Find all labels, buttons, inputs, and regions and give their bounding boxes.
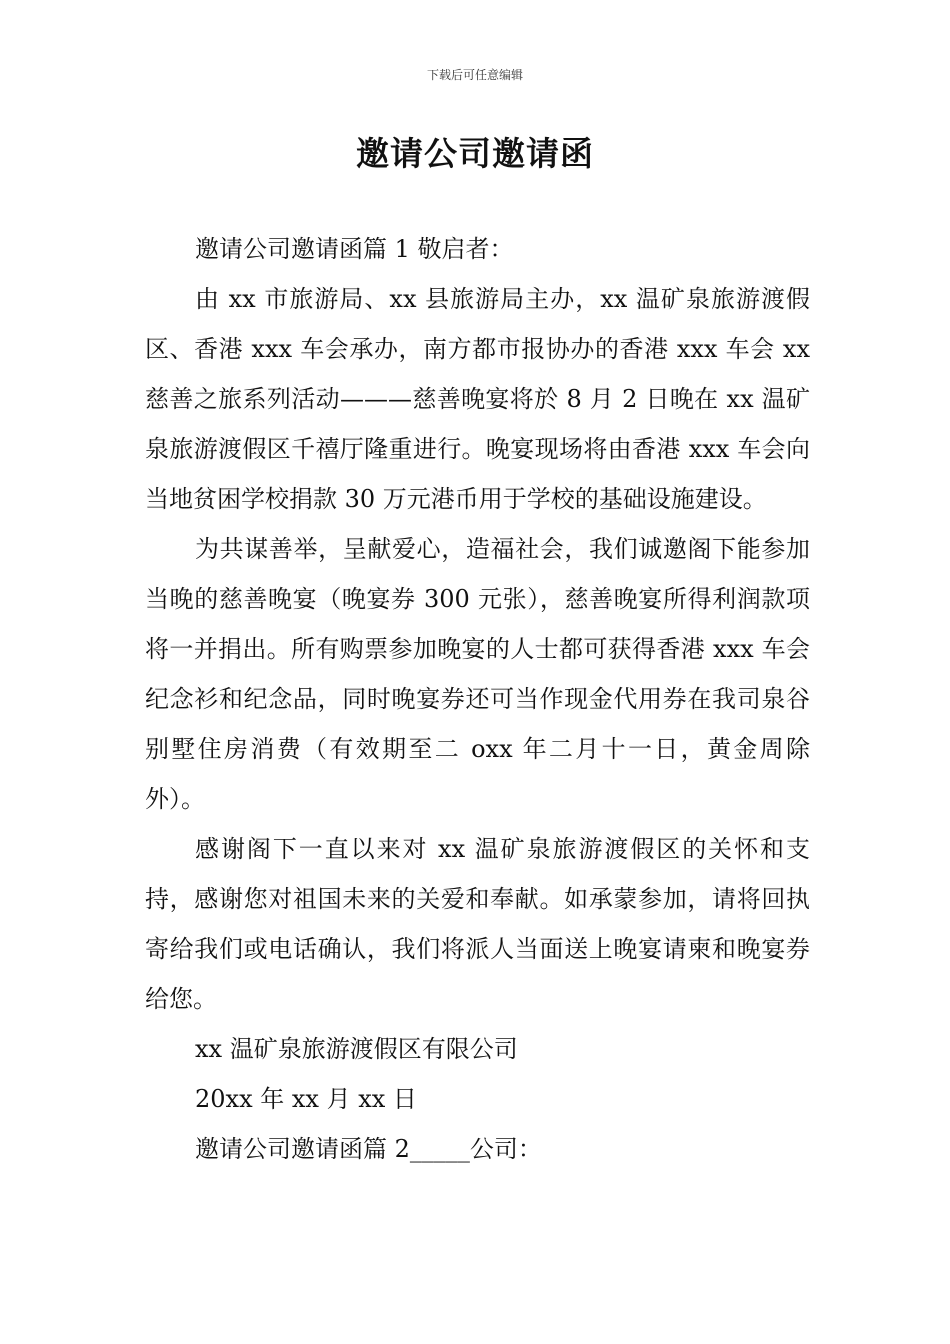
signature-date: 20xx 年 xx 月 xx 日 — [195, 1085, 417, 1113]
next-section-heading: 邀请公司邀请函篇 2_____公司： — [195, 1135, 542, 1163]
header-note: 下载后可任意编辑 — [426, 68, 523, 82]
event-paragraph: 由 xx 市旅游局、xx 县旅游局主办，xx 温矿泉旅游渡假区、香港 xxx 车会承办，南方都市报协办的香港 xxx 车会 xx 慈善之旅系列活动———慈善晚宴将於 8 月 2 日晚在 xx 温矿泉旅游渡假区千禧厅隆重进行。晚宴现场将由香港 xxx 车会向当地贫困学校捐款 30 万元港币用于学校的基础设施建设。 — [145, 285, 810, 513]
salutation-paragraph: 邀请公司邀请函篇 1 敬启者： — [195, 235, 514, 263]
document-title: 邀请公司邀请函 — [356, 134, 594, 173]
document-body — [145, 224, 810, 1174]
invitation-paragraph: 为共谋善举，呈献爱心，造福社会，我们诚邀阁下能参加当晚的慈善晚宴（晚宴券 300 元张），慈善晚宴所得利润款项将一并捐出。所有购票参加晚宴的人士都可获得香港 xxx 车会纪念衫和纪念品，同时晚宴券还可当作现金代用券在我司泉谷别墅住房消费（有效期至二 oxx 年二月十一日，黄金周除外）。 — [145, 535, 810, 813]
thanks-paragraph: 感谢阁下一直以来对 xx 温矿泉旅游渡假区的关怀和支持，感谢您对祖国未来的关爱和奉献。如承蒙参加，请将回执寄给我们或电话确认，我们将派人当面送上晚宴请柬和晚宴券给您。 — [145, 835, 810, 1013]
signature-company: xx 温矿泉旅游渡假区有限公司 — [195, 1035, 518, 1063]
